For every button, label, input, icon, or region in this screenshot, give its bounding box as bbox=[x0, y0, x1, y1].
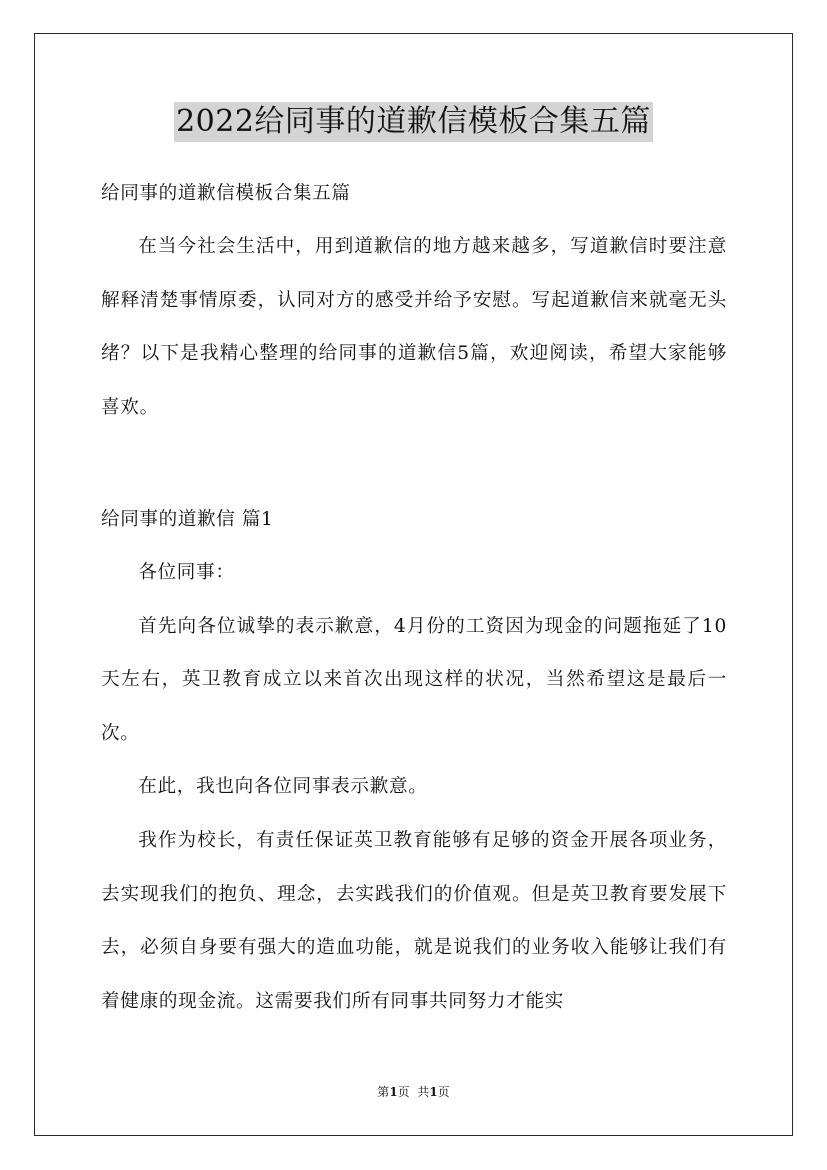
page-footer bbox=[0, 1084, 827, 1100]
footer-mid: 页 共 bbox=[397, 1085, 430, 1099]
section-heading: 给同事的道歉信 篇1 bbox=[101, 509, 274, 530]
title-container bbox=[0, 102, 827, 142]
footer-total-pages: 1 bbox=[429, 1085, 438, 1099]
letter-body bbox=[101, 546, 727, 1028]
footer-suffix: 页 bbox=[437, 1085, 450, 1099]
intro-block bbox=[101, 220, 727, 434]
letter-greeting: 各位同事： bbox=[138, 562, 235, 583]
document-title: 2022给同事的道歉信模板合集五篇 bbox=[174, 102, 653, 142]
letter-paragraph-1: 首先向各位诚挚的表示歉意，4月份的工资因为现金的问题拖延了10天左右，英卫教育成立以来首次出现这样的状况，当然希望这是最后一次。 bbox=[101, 615, 727, 744]
intro-paragraph: 在当今社会生活中，用到道歉信的地方越来越多，写道歉信时要注意解释清楚事情原委，认同对方的感受并给予安慰。写起道歉信来就毫无头绪？以下是我精心整理的给同事的道歉信5篇，欢迎阅读，希望大家能够喜欢。 bbox=[101, 236, 727, 418]
letter-paragraph-2: 在此，我也向各位同事表示歉意。 bbox=[138, 776, 428, 798]
document-subtitle: 给同事的道歉信模板合集五篇 bbox=[101, 183, 351, 204]
footer-current-page: 1 bbox=[389, 1085, 398, 1099]
letter-paragraph-3: 我作为校长，有责任保证英卫教育能够有足够的资金开展各项业务，去实现我们的抱负、理念，去实践我们的价值观。但是英卫教育要发展下去，必须自身要有强大的造血功能，就是说我们的业务收入能够让我们有着健康的现金流。这需要我们所有同事共同努力才能实 bbox=[101, 829, 727, 1012]
footer-prefix: 第 bbox=[377, 1085, 390, 1099]
